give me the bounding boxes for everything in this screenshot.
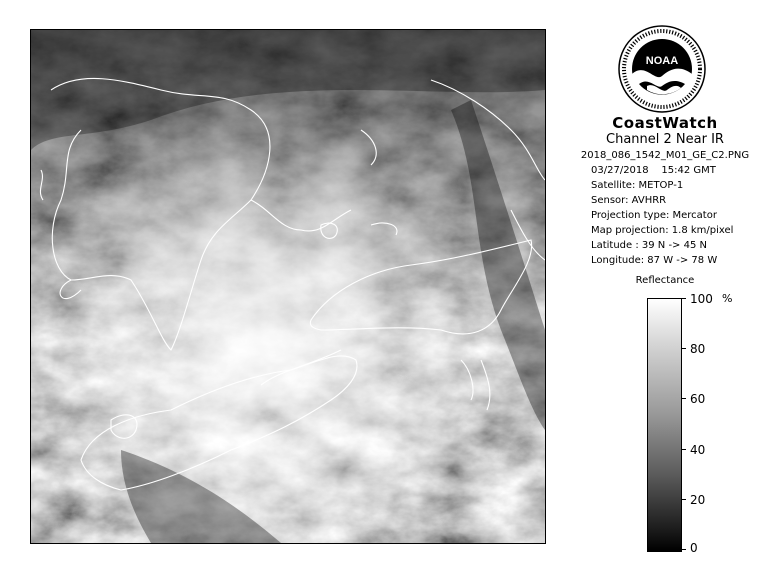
- longitude-row: Longitude: 87 W -> 78 W: [591, 255, 718, 266]
- map-projection-row: Map projection: 1.8 km/pixel: [591, 225, 734, 236]
- brand-title: CoastWatch: [612, 114, 718, 132]
- satellite-image: [30, 29, 546, 544]
- filename: 2018_086_1542_M01_GE_C2.PNG: [580, 150, 750, 161]
- scale-title: Reflectance: [635, 275, 695, 286]
- projection-type-row: Projection type: Mercator: [591, 210, 717, 221]
- latitude-row: Latitude : 39 N -> 45 N: [591, 240, 707, 251]
- reflectance-colorbar: [647, 298, 682, 552]
- satellite-image-svg: [31, 30, 545, 543]
- tick-label-60: 60: [690, 392, 706, 406]
- sensor-row: Sensor: AVHRR: [591, 195, 667, 206]
- tick-label-80: 80: [690, 342, 706, 356]
- noaa-logo-icon: [617, 24, 707, 114]
- tick-mark: [681, 549, 686, 550]
- tick-mark: [681, 499, 686, 500]
- tick-label-40: 40: [690, 443, 706, 457]
- tick-label-100: 100: [690, 292, 713, 306]
- scale-unit: %: [722, 292, 733, 305]
- tick-mark: [681, 398, 686, 399]
- time-value: 15:42 GMT: [661, 165, 716, 176]
- tick-label-0: 0: [690, 541, 698, 555]
- info-panel: [560, 114, 770, 287]
- metadata-list: [591, 163, 770, 268]
- tick-mark: [681, 298, 686, 299]
- channel-title: Channel 2 Near IR: [606, 132, 724, 147]
- satellite-row: Satellite: METOP-1: [591, 180, 684, 191]
- tick-label-20: 20: [690, 493, 706, 507]
- datetime-row: [591, 163, 770, 178]
- noaa-logo-text: NOAA: [645, 55, 679, 67]
- tick-mark: [681, 449, 686, 450]
- tick-mark: [681, 348, 686, 349]
- date-value: 03/27/2018: [591, 165, 649, 176]
